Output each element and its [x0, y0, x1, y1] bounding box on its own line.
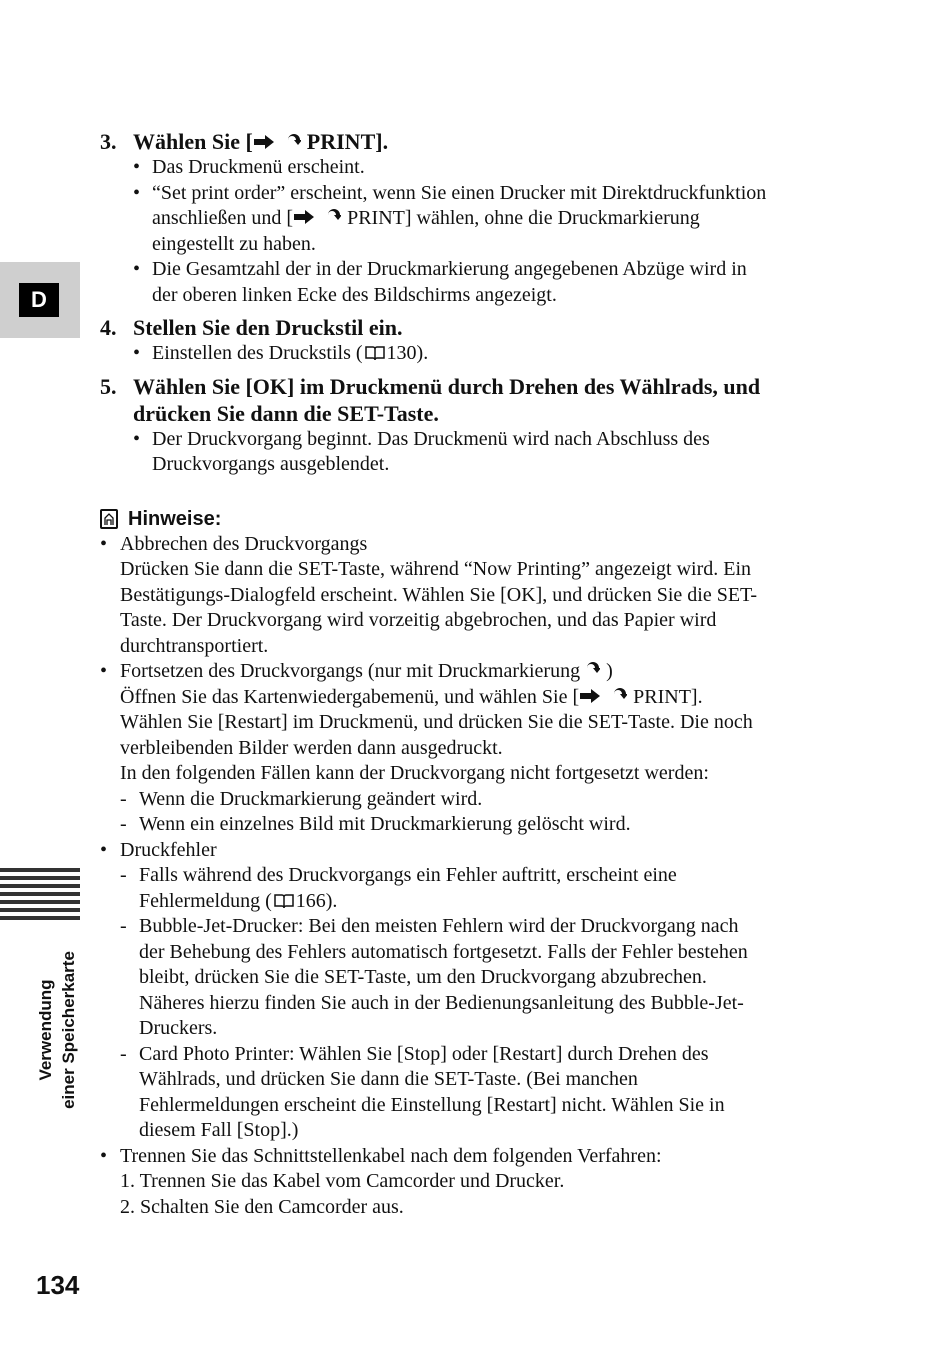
hint-subitem: - Wenn die Druckmarkierung geändert wird. — [120, 787, 483, 810]
step-5-bullet: • Der Druckvorgang beginnt. Das Druckmenü wird nach Abschluss des — [133, 427, 710, 450]
hint-subitem: - Wenn ein einzelnes Bild mit Druckmarkierung gelöscht wird. — [120, 813, 631, 835]
step-3-bullet: • Das Druckmenü erscheint. — [133, 156, 365, 178]
chapter-label — [34, 930, 80, 1130]
step-5-heading: 5. Wählen Sie [OK] im Druckmenü durch Drehen des Wählrads, und — [100, 373, 761, 399]
hint-item: • Trennen Sie das Schnittstellenkabel nach dem folgenden Verfahren: — [100, 1144, 662, 1167]
step-3-bullet: • Die Gesamtzahl der in der Druckmarkierung angegebenen Abzüge wird in — [133, 258, 747, 280]
section-tab-letter: D — [19, 283, 59, 317]
chapter-label-line2: einer Speicherkarte — [59, 951, 78, 1109]
step-4-heading: 4. Stellen Sie den Druckstil ein. — [100, 315, 403, 340]
hints-heading: Hinweise: — [100, 506, 860, 532]
note-icon — [100, 509, 118, 529]
print-mark-icon — [611, 688, 627, 704]
hint-subitem: - Card Photo Printer: Wählen Sie [Stop] oder [Restart] durch Drehen des — [120, 1042, 709, 1065]
step-3-bullet: • “Set print order” erscheint, wenn Sie einen Drucker mit Direktdruckfunktion — [133, 181, 767, 204]
hint-item: • Fortsetzen des Druckvorgangs (nur mit Druckmarkierung ) — [100, 660, 613, 682]
page-number: 134 — [36, 1270, 80, 1300]
step-3-heading: 3. Wählen Sie [ PRINT]. — [100, 129, 389, 154]
book-reference-icon — [274, 893, 294, 909]
hint-item: • Abbrechen des Druckvorgangs — [100, 532, 368, 555]
step-4-bullet: • Einstellen des Druckstils ( 130). — [133, 342, 429, 364]
play-arrow-icon — [579, 688, 601, 704]
hint-subitem: - Falls während des Druckvorgangs ein Fehler auftritt, erscheint eine — [120, 864, 677, 886]
hint-subitem: - Bubble-Jet-Drucker: Bei den meisten Fehlern wird der Druckvorgang nach — [120, 915, 739, 937]
play-arrow-icon — [253, 134, 275, 150]
section-tab — [0, 262, 80, 338]
print-mark-icon — [325, 209, 341, 225]
book-reference-icon — [365, 345, 385, 361]
chapter-stripes — [0, 868, 80, 924]
play-arrow-icon — [293, 209, 315, 225]
chapter-label-line1: Verwendung — [36, 979, 55, 1081]
page-content: 3. Wählen Sie [ PRINT]. • Das Druckmenü erscheint. • “Set print order” erscheint, wenn Sie einen Drucker mit Direktdruckfunktion anschließen und [ PRINT] wählen, ohne die Druckmarkierung eingestellt zu haben. • Die Gesamtzahl der in der Druckmarkierung angegebenen Abzüge wird in der oberen linken Ecke des Bildschirms angezeigt. 4. Stellen Sie den Druckstil ein. • Einstellen des Druckstils ( 130). 5. Wählen Sie [OK] im Druckmenü durch Drehen des Wählrads, und drücken Sie dann die SET-Taste. • Der Druckvorgang beginnt. Das Druckmenü wird nach Abschluss des Druckvorgangs ausgeblendet. Hinweise: • Abbrechen des Druckvorgangs Drücken Sie dann die SET-Taste, während “Now Printing” angezeigt wird. Ein Bestätigungs-Dialogfeld erscheint. Wählen Sie [OK], und drücken Sie die SET- Taste. Der Druckvorgang wird vorzeitig abgebrochen, und das Papier wird durchtransportiert. • Fortsetzen des Druckvorgangs (nur mit Druckmarkierung ) Öffnen Sie das Kartenwiedergabemenü, und wählen Sie [ PRINT]. Wählen Sie [Restart] im Druckmenü, und drücken Sie die SET-Taste. Die noch verbleibenden Bilder werden dann ausgedruckt. In den folgenden Fällen kann der Druckvorgang nicht fortgesetzt werden: - Wenn die Druckmarkierung geändert wird. - Wenn ein einzelnes Bild mit Druckmarkierung gelöscht wird. • Druckfehler - Falls während des Druckvorgangs ein Fehler auftritt, erscheint eine Fehlermeldung ( 166). - Bubble-Jet-Drucker: Bei den meisten Fehlern wird der Druckvorgang nach der Behebung des Fehlers automatisch fortgesetzt. Falls der Fehler bestehen bleibt, drücken Sie die SET-Taste, um den Druckvorgang abzubrechen. Näheres hierzu finden Sie auch in der Bedienungsanleitung des Bubble-Jet- Druckers. - Card Photo Printer: Wählen Sie [Stop] oder [Restart] durch Drehen des Wählrads, und drücken Sie dann die SET-Taste. (Bei manchen Fehlermeldungen erscheint die Einstellung [Restart] nicht. Wählen Sie in diesem Fall [Stop].) • Trennen Sie das Schnittstellenkabel nach dem folgenden Verfahren: 1. Trennen Sie das Kabel vom Camcorder und Drucker. 2. Schalten Sie den Camcorder aus. — [100, 128, 860, 1220]
print-mark-icon — [285, 134, 301, 150]
print-mark-icon — [584, 662, 600, 678]
hint-item: • Druckfehler — [100, 838, 217, 861]
